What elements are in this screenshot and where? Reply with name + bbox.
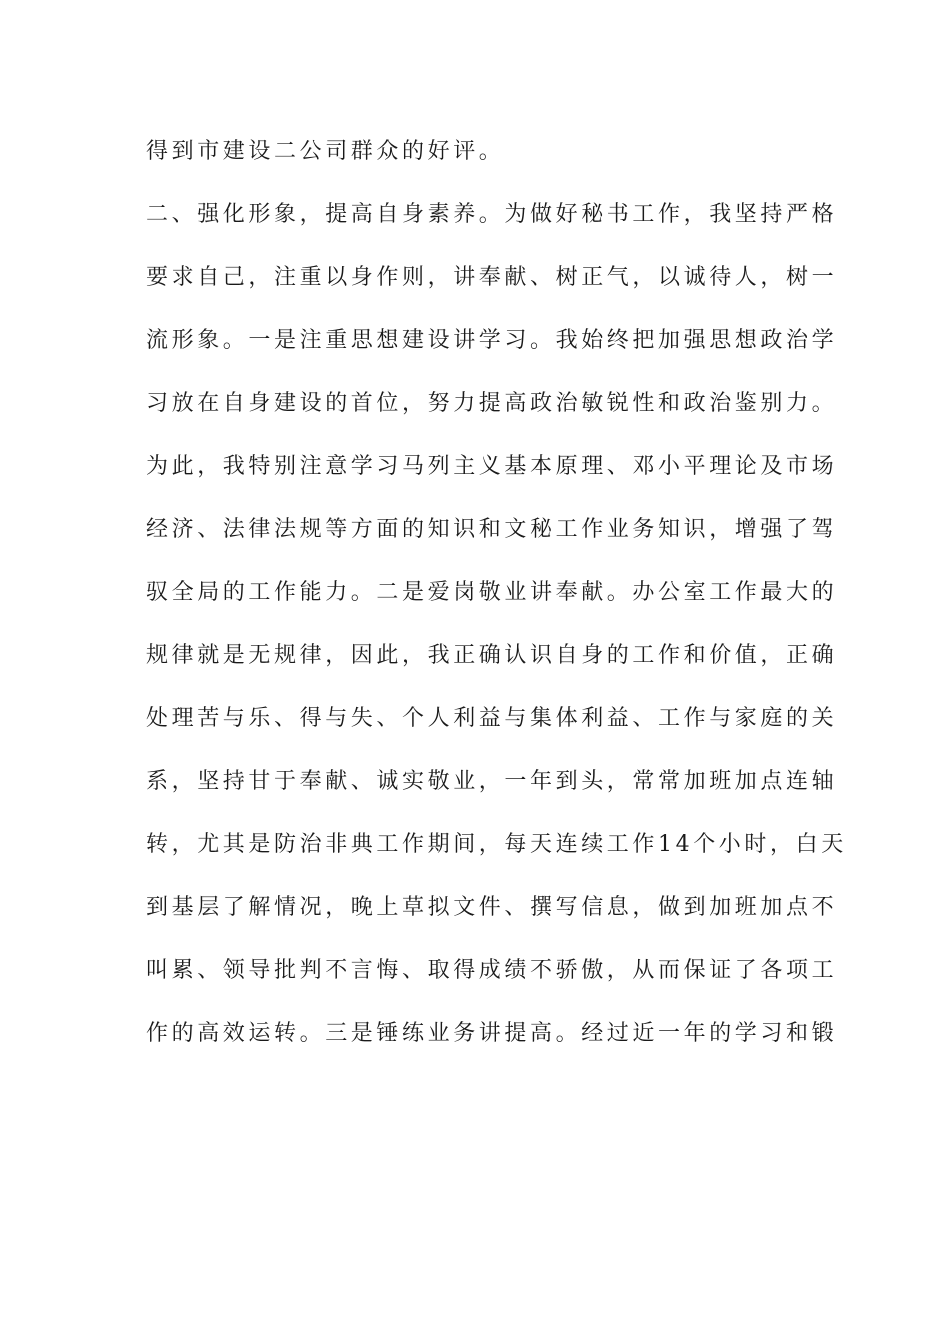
text-line: 得到市建设二公司群众的好评。 <box>146 139 505 164</box>
text-line: 习放在自身建设的首位，努力提高政治敏锐性和政治鉴别力。 <box>146 391 838 416</box>
text-line: 到基层了解情况，晚上草拟文件、撰写信息，做到加班加点不 <box>146 895 838 920</box>
text-line: 作的高效运转。三是锤练业务讲提高。经过近一年的学习和锻 <box>146 1021 838 1046</box>
text-line: 流形象。一是注重思想建设讲学习。我始终把加强思想政治学 <box>146 328 838 353</box>
text-line: 叫累、领导批判不言悔、取得成绩不骄傲，从而保证了各项工 <box>146 958 838 983</box>
text-line: 处理苦与乐、得与失、个人利益与集体利益、工作与家庭的关 <box>146 706 838 731</box>
text-line: 规律就是无规律，因此，我正确认识自身的工作和价值，正确 <box>146 643 838 668</box>
document-body <box>146 126 847 1071</box>
text-line: 系，坚持甘于奉献、诚实敬业，一年到头，常常加班加点连轴 <box>146 769 838 794</box>
text-line: 为此，我特别注意学习马列主义基本原理、邓小平理论及市场 <box>146 454 838 479</box>
text-line: 转，尤其是防治非典工作期间，每天连续工作14个小时，白天 <box>146 832 847 857</box>
text-line: 二、强化形象，提高自身素养。为做好秘书工作，我坚持严格 <box>146 202 838 227</box>
text-line: 经济、法律法规等方面的知识和文秘工作业务知识，增强了驾 <box>146 517 838 542</box>
text-line: 要求自己，注重以身作则，讲奉献、树正气，以诚待人，树一 <box>146 265 838 290</box>
text-line: 驭全局的工作能力。二是爱岗敬业讲奉献。办公室工作最大的 <box>146 580 838 605</box>
